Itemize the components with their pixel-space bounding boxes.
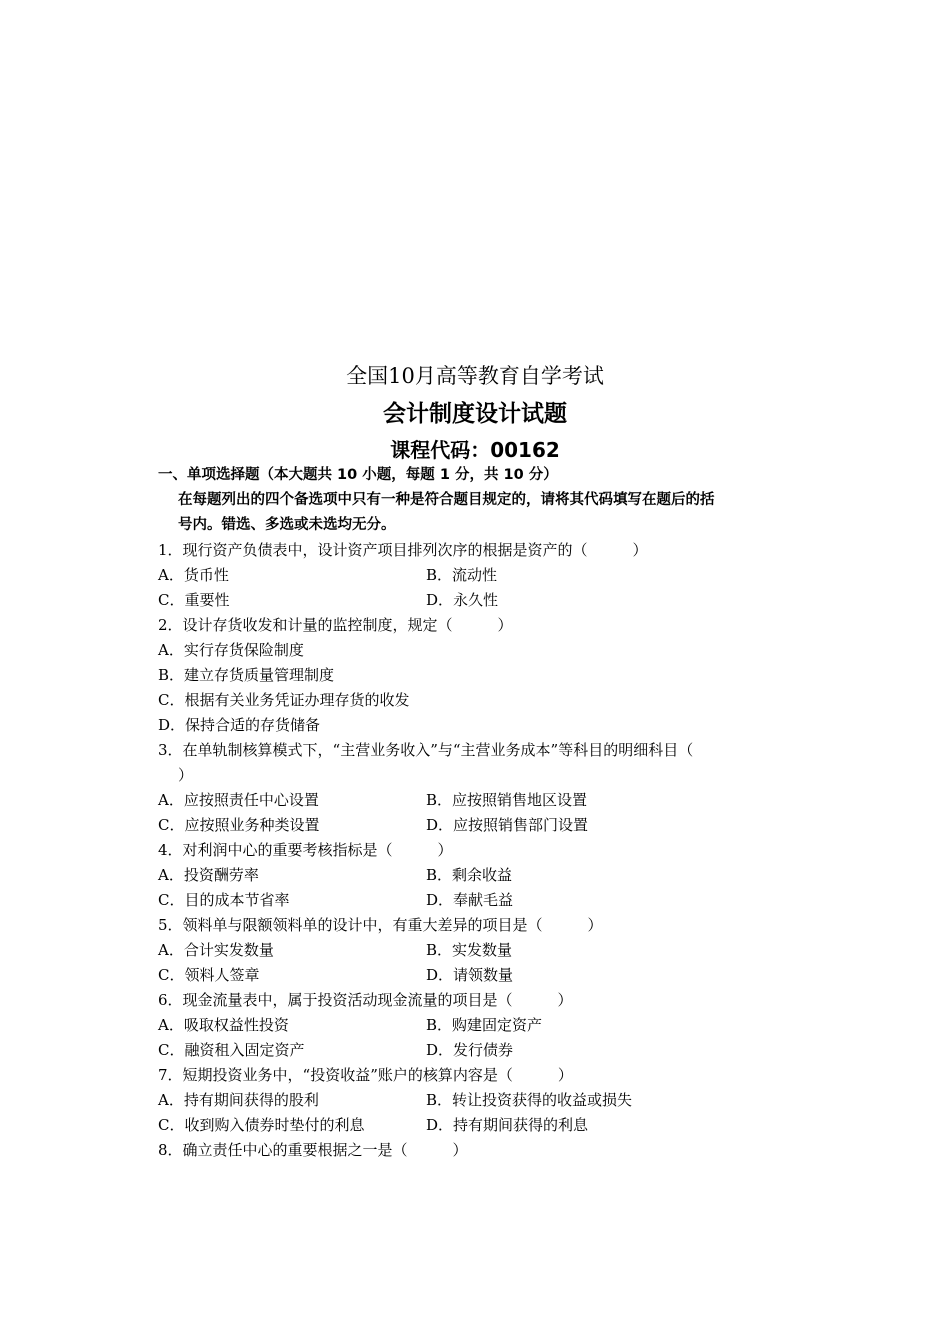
question-stem: 6．现金流量表中，属于投资活动现金流量的项目是（ ）	[158, 991, 573, 1009]
question-stem: 3．在单轨制核算模式下，“主营业务收入”与“主营业务成本”等科目的明细科目（	[158, 741, 694, 759]
section-instruction-line1: 在每题列出的四个备选项中只有一种是符合题目规定的，请将其代码填写在题后的括	[178, 492, 715, 508]
option-a: A．吸取权益性投资	[158, 1016, 289, 1034]
option-c: C．根据有关业务凭证办理存货的收发	[158, 691, 410, 709]
option-b: B．流动性	[426, 566, 498, 584]
option-b: B．实发数量	[426, 941, 513, 959]
option-row	[158, 1113, 808, 1138]
option-row	[158, 938, 808, 963]
option-a: A．合计实发数量	[158, 941, 274, 959]
option-d: D．保持合适的存货储备	[158, 716, 321, 734]
option-c: C．领料人签章	[158, 966, 260, 984]
option-a: A．投资酬劳率	[158, 866, 259, 884]
question-stem: 1．现行资产负债表中，设计资产项目排列次序的根据是资产的（ ）	[158, 541, 648, 559]
option-c: C．应按照业务种类设置	[158, 816, 320, 834]
exam-title: 全国10月高等教育自学考试	[346, 364, 604, 388]
option-d: D．奉献毛益	[426, 891, 514, 909]
option-a: A．应按照责任中心设置	[158, 791, 319, 809]
option-b: B．转让投资获得的收益或损失	[426, 1091, 633, 1109]
option-row	[158, 863, 808, 888]
option-d: D．永久性	[426, 591, 499, 609]
option-c: C．重要性	[158, 591, 230, 609]
question-stem: 2．设计存货收发和计量的监控制度，规定（ ）	[158, 616, 513, 634]
option-d: D．请领数量	[426, 966, 514, 984]
question-stem: 5．领料单与限额领料单的设计中，有重大差异的项目是（ ）	[158, 916, 603, 934]
option-b: B．建立存货质量管理制度	[158, 666, 335, 684]
option-row	[158, 563, 808, 588]
exam-content	[158, 463, 808, 1163]
section-instruction-line2: 号内。错选、多选或未选均无分。	[178, 517, 396, 533]
option-d: D．发行债券	[426, 1041, 514, 1059]
question-stem: 4．对利润中心的重要考核指标是（ ）	[158, 841, 453, 859]
option-c: C．融资租入固定资产	[158, 1041, 305, 1059]
option-a: A．持有期间获得的股利	[158, 1091, 319, 1109]
option-row	[158, 963, 808, 988]
option-row	[158, 888, 808, 913]
option-d: D．应按照销售部门设置	[426, 816, 589, 834]
option-b: B．购建固定资产	[426, 1016, 543, 1034]
option-a: A．实行存货保险制度	[158, 641, 304, 659]
question-stem-continued: ）	[178, 766, 194, 784]
option-b: B．剩余收益	[426, 866, 513, 884]
option-row	[158, 1038, 808, 1063]
question-stem: 8．确立责任中心的重要根据之一是（ ）	[158, 1141, 468, 1159]
option-row	[158, 588, 808, 613]
option-b: B．应按照销售地区设置	[426, 791, 588, 809]
option-c: C．收到购入债券时垫付的利息	[158, 1116, 365, 1134]
option-d: D．持有期间获得的利息	[426, 1116, 589, 1134]
option-row	[158, 1088, 808, 1113]
option-row	[158, 788, 808, 813]
option-row	[158, 813, 808, 838]
question-stem: 7．短期投资业务中，“投资收益”账户的核算内容是（ ）	[158, 1066, 573, 1084]
subject-title: 会计制度设计试题	[383, 401, 567, 427]
option-a: A．货币性	[158, 566, 229, 584]
section-heading: 一、单项选择题（本大题共 10 小题，每题 1 分，共 10 分）	[158, 467, 558, 483]
course-code: 课程代码：00162	[390, 438, 560, 462]
option-c: C．目的成本节省率	[158, 891, 290, 909]
option-row	[158, 1013, 808, 1038]
